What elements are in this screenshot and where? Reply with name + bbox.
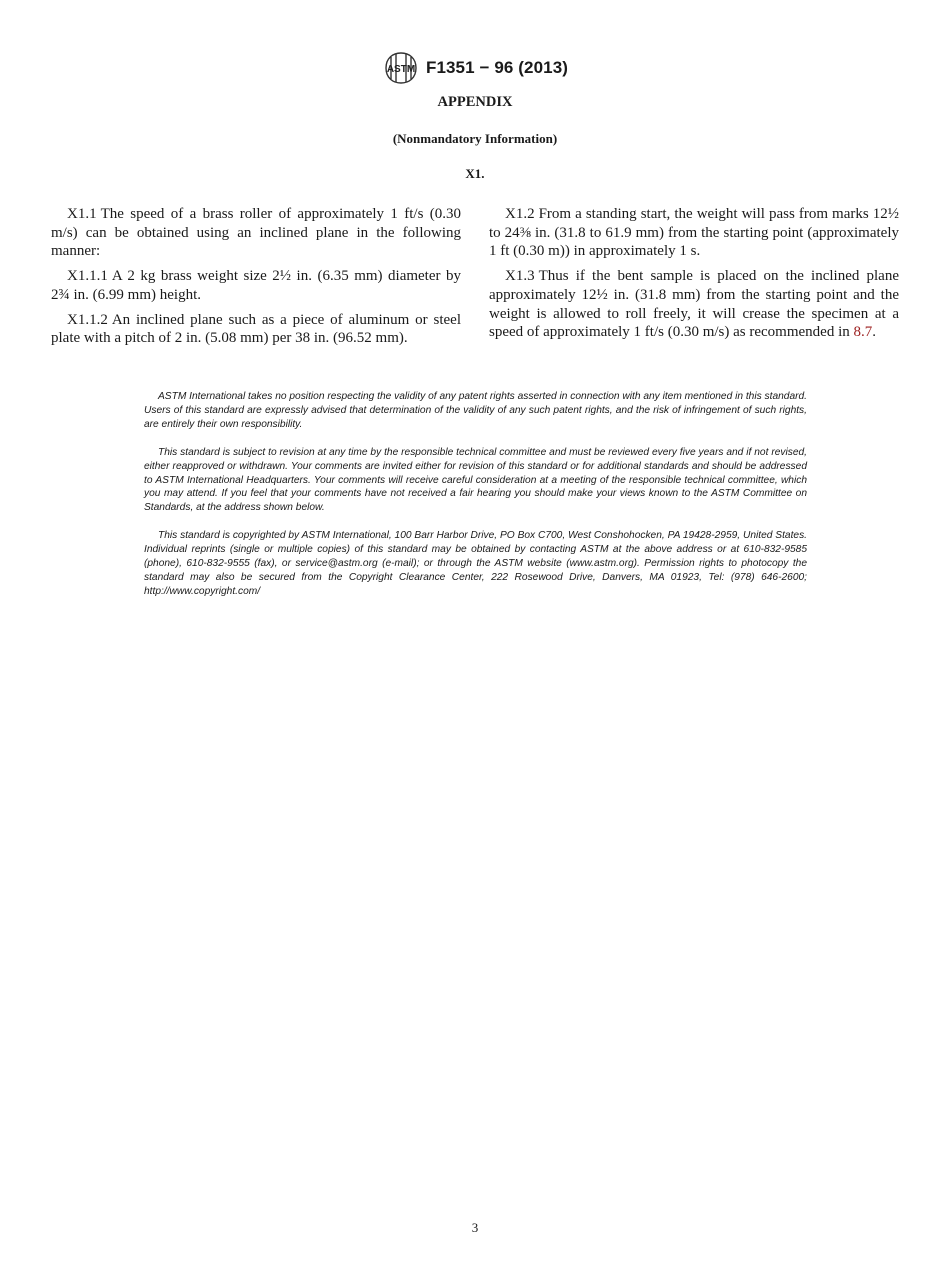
paragraph-text: From a standing start, the weight will pass from marks 12½ to 24⅜ in. (31.8 to 61.9 mm) from the starting point (approximately 1 ft (0.30 m)) in approximately 1 s. xyxy=(489,206,899,260)
paragraph-x1-2 xyxy=(489,205,899,261)
astm-logo-text: ASTM xyxy=(386,64,416,75)
paragraph-x1-3 xyxy=(489,267,899,342)
page-number: 3 xyxy=(471,1220,479,1235)
paragraph-text: The speed of a brass roller of approximately 1 ft/s (0.30 m/s) can be obtained using an inclined plane in the following manner: xyxy=(51,206,461,260)
standard-designation: F1351 − 96 (2013) xyxy=(425,58,569,77)
paragraph-x1-1 xyxy=(51,205,461,261)
section-number: X1.2 xyxy=(505,206,535,222)
right-column xyxy=(489,205,899,348)
document-header xyxy=(0,50,950,86)
legal-notices xyxy=(144,390,807,613)
astm-logo-icon xyxy=(382,51,420,85)
paragraph-x1-1-2 xyxy=(51,311,461,348)
paragraph-x1-1-1 xyxy=(51,267,461,304)
section-number: X1.1.1 xyxy=(67,268,108,285)
appendix-subtitle: (Nonmandatory Information) xyxy=(392,131,558,146)
appendix-title: APPENDIX xyxy=(437,94,513,110)
section-number: X1.3 xyxy=(505,268,535,285)
paragraph-text: Thus if the bent sample is placed on the inclined plane approximately 12½ in. (31.8 mm) from the starting point and the weight is allowed to roll freely, it will crease the specimen at a speed of approximately 1 ft/s (0.30 m/s) as recommended in xyxy=(489,268,899,341)
revision-notice: This standard is subject to revision at any time by the responsible technical committee and must be reviewed every five years and if not revised, either reapproved or withdrawn. Your comments are invited either for revision of this standard or for additional standards and should be addressed to ASTM International Headquarters. Your comments will receive careful consideration at a meeting of the responsible technical committee, which you may attend. If you feel that your comments have not received a fair hearing you should make your views known to the ASTM Committee on Standards, at the address shown below. xyxy=(144,446,807,514)
section-number: X1.1 xyxy=(67,206,97,222)
section-number: X1.1.2 xyxy=(67,311,108,328)
section-reference-link[interactable]: 8.7 xyxy=(853,324,873,341)
paragraph-text: An inclined plane such as a piece of aluminum or steel plate with a pitch of 2 in. (5.08 mm) per 38 in. (96.52 mm). xyxy=(51,311,461,347)
left-column xyxy=(51,205,461,354)
copyright-notice: This standard is copyrighted by ASTM International, 100 Barr Harbor Drive, PO Box C700, West Conshohocken, PA 19428-2959, United States. Individual reprints (single or multiple copies) of this standard may be obtained by contacting ASTM at the above address or at 610-832-9585 (phone), 610-832-9555 (fax), or service@astm.org (e-mail); or through the ASTM website (www.astm.org). Permission rights to photocopy the standard may also be secured from the Copyright Clearance Center, 222 Rosewood Drive, Danvers, MA 01923, Tel: (978) 646-2600; http://www.copyright.com/ xyxy=(144,530,807,597)
patent-notice: ASTM International takes no position respecting the validity of any patent rights asserted in connection with any item mentioned in this standard. Users of this standard are expressly advised that determination of the validity of any such patent rights, and the risk of infringement of such rights, are entirely their own responsibility. xyxy=(144,391,807,430)
paragraph-text: A 2 kg brass weight size 2½ in. (6.35 mm) diameter by 2¾ in. (6.99 mm) height. xyxy=(51,268,461,303)
section-heading: X1. xyxy=(465,166,485,181)
paragraph-tail: . xyxy=(872,324,876,341)
